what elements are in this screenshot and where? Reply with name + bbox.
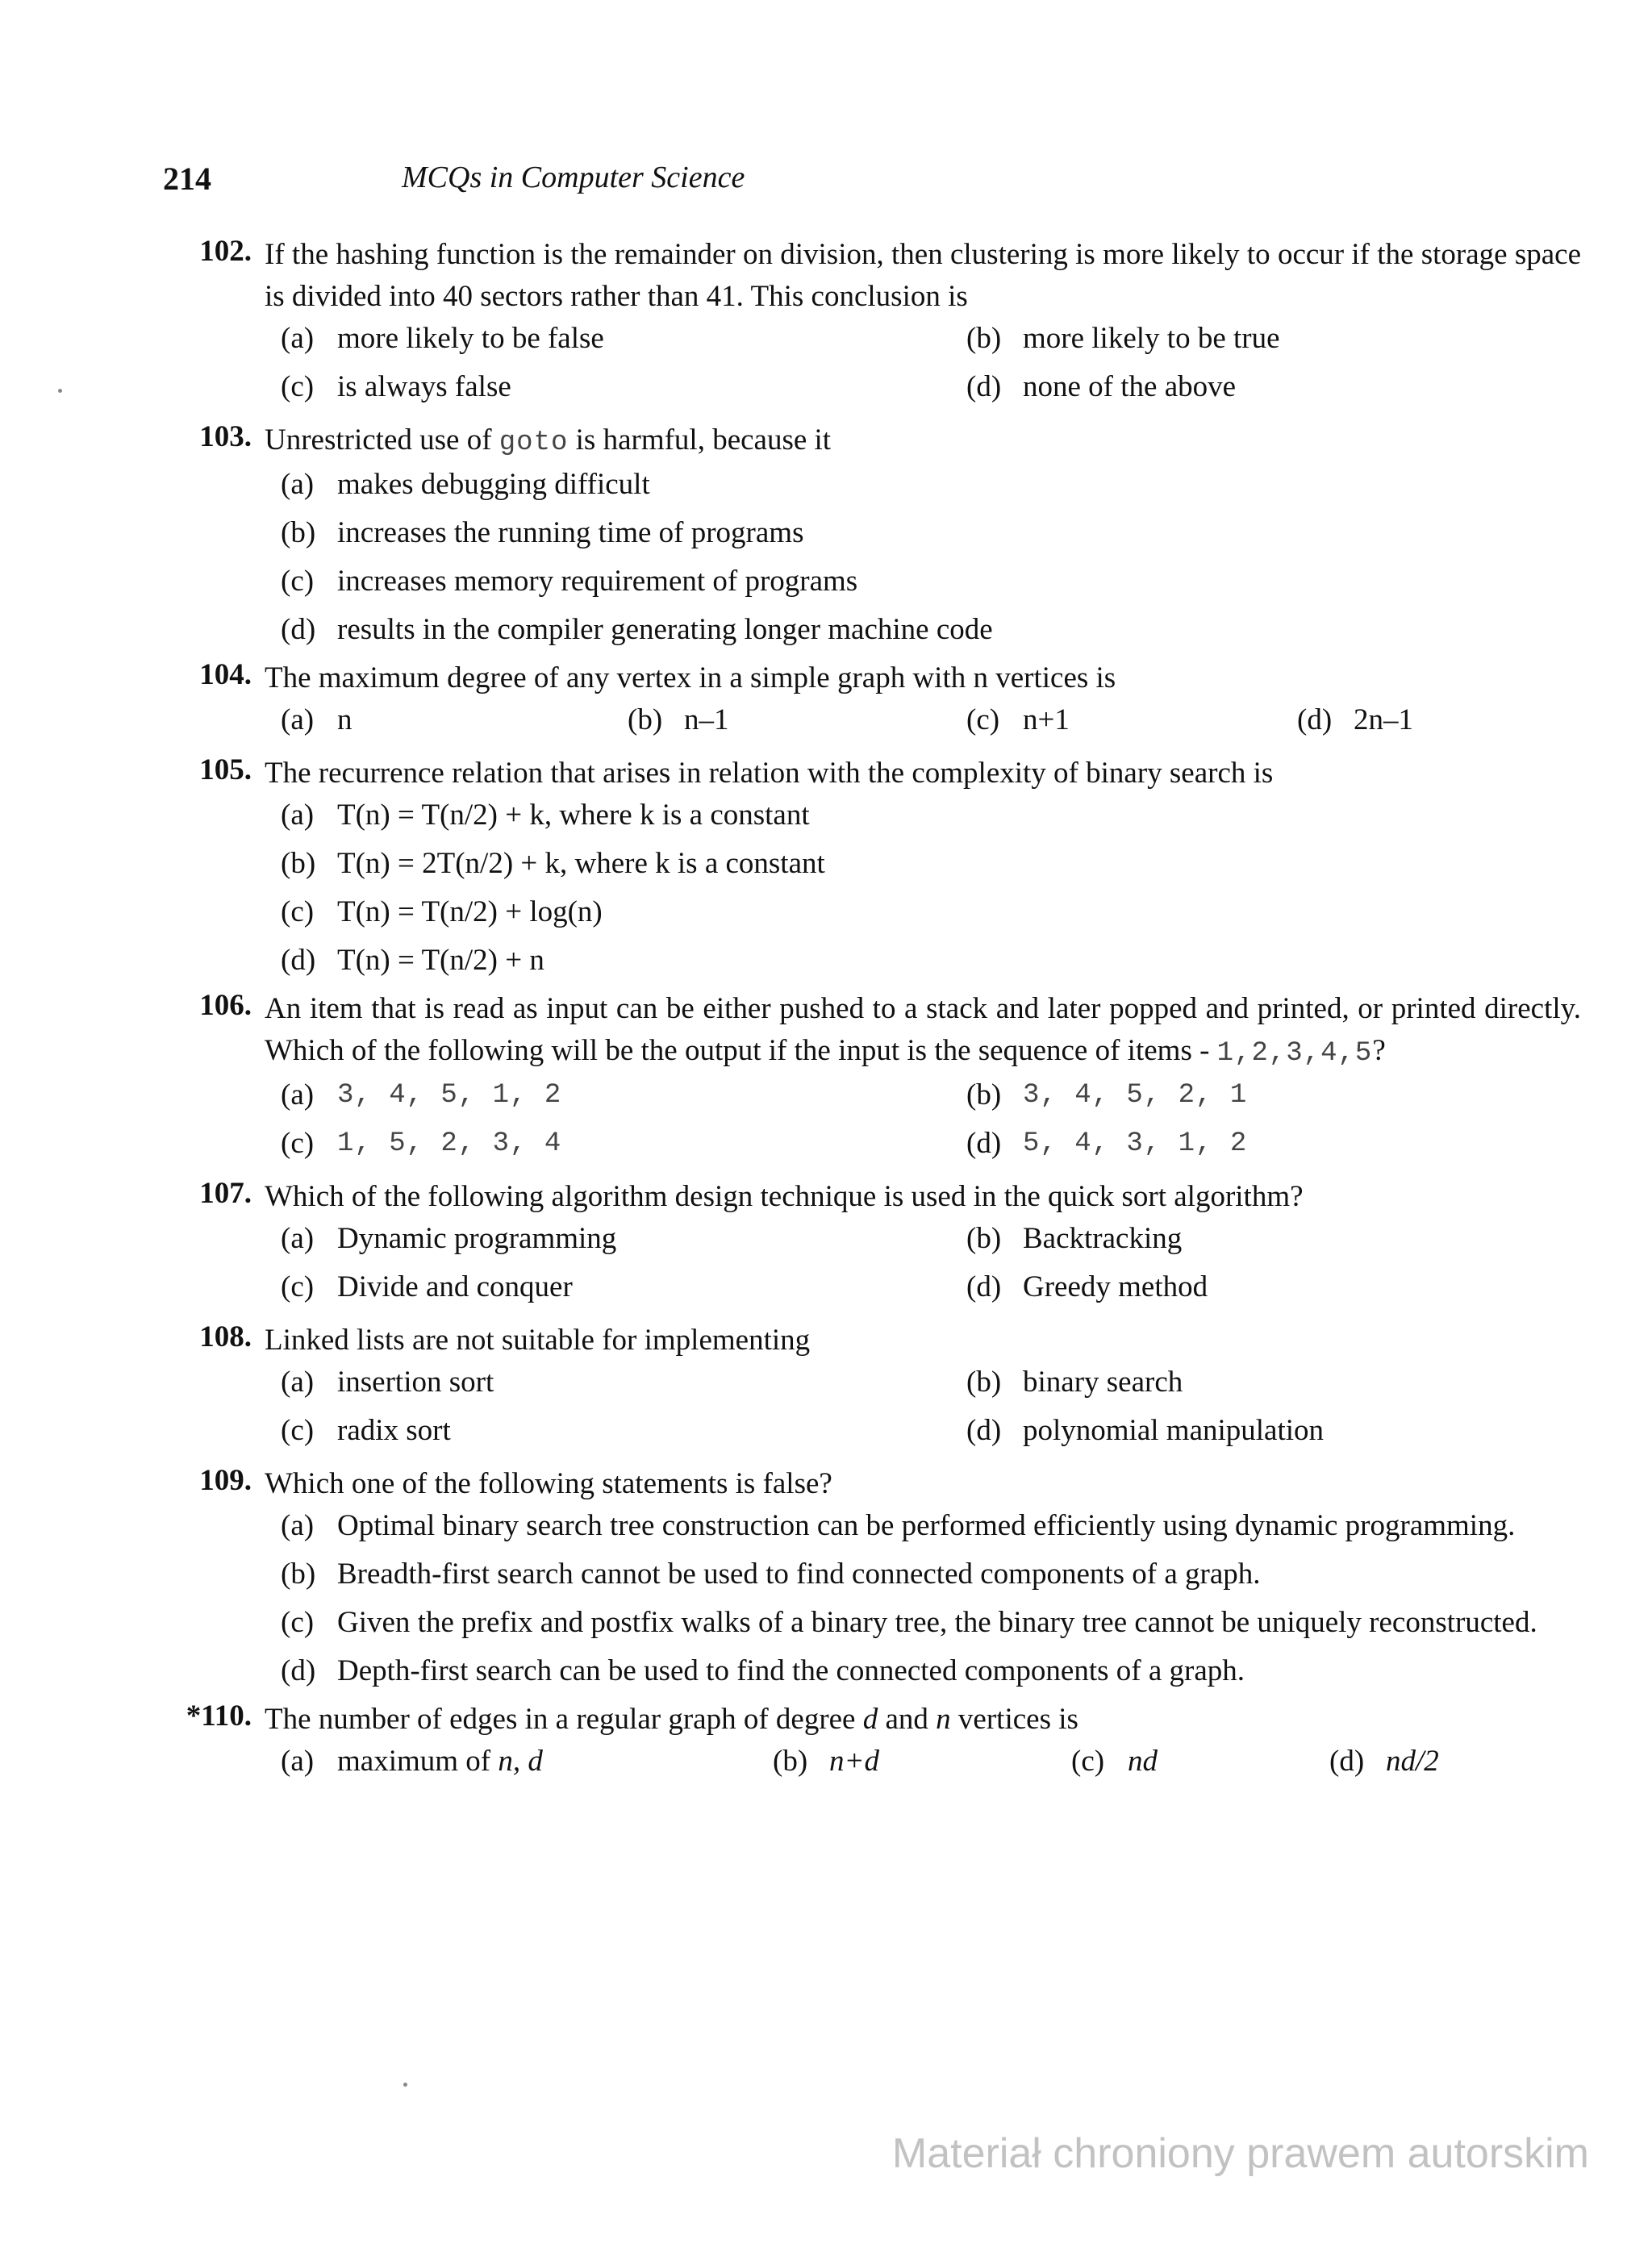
- question-number: 105.: [199, 753, 252, 786]
- option-label: (a): [281, 322, 315, 355]
- option-a: [265, 794, 1581, 836]
- option-label: (b): [628, 703, 663, 736]
- option-text: increases the running time of programs: [337, 516, 804, 549]
- option-label: (a): [281, 799, 315, 832]
- question-102: [177, 234, 1581, 415]
- book-title: MCQs in Computer Science: [402, 161, 745, 194]
- option-text: 3, 4, 5, 2, 1: [1023, 1080, 1248, 1111]
- option-b: [611, 699, 950, 741]
- option-b: [950, 318, 1652, 360]
- option-label: (b): [281, 1558, 316, 1591]
- option-label: (d): [966, 1414, 1002, 1447]
- option-label: (b): [966, 1078, 1002, 1111]
- question-text: [265, 988, 1581, 1074]
- option-text: 3, 4, 5, 1, 2: [337, 1080, 562, 1111]
- question-107: [177, 1176, 1581, 1315]
- question-108: [177, 1320, 1581, 1458]
- question-number: 104.: [199, 658, 252, 691]
- option-b: [950, 1074, 1652, 1116]
- question-number: 102.: [199, 235, 252, 268]
- page-number: 214: [163, 161, 211, 197]
- question-text-part: ?: [1372, 1034, 1386, 1067]
- question-text-part: An item that is read as input can be either pushed to a stack and later popped and printed, or printed directly. Which of the following will be the output if the input is the sequence of items -: [265, 992, 1581, 1067]
- question-text: The recurrence relation that arises in relation with the complexity of binary search is: [265, 757, 1274, 790]
- option-text: n: [337, 703, 353, 736]
- variable: d: [862, 1703, 878, 1736]
- question-110: [177, 1699, 1581, 1789]
- option-text: insertion sort: [337, 1366, 494, 1399]
- option-c: [1055, 1741, 1313, 1783]
- option-d: [1313, 1741, 1652, 1783]
- options: [265, 1741, 1581, 1789]
- option-label: (c): [281, 1270, 315, 1303]
- question-number: 107.: [199, 1177, 252, 1210]
- option-label: (b): [773, 1745, 808, 1778]
- option-label: (a): [281, 1366, 315, 1399]
- option-label: (d): [281, 1654, 316, 1687]
- option-text: Greedy method: [1023, 1270, 1208, 1303]
- option-label: (c): [281, 1414, 315, 1447]
- option-label: (a): [281, 468, 315, 501]
- question-104: [177, 657, 1581, 748]
- option-text: Backtracking: [1023, 1222, 1183, 1255]
- option-label: (b): [966, 1222, 1002, 1255]
- question-list: [177, 234, 1581, 1794]
- option-d: [950, 366, 1652, 408]
- option-text: T(n) = 2T(n/2) + k, where k is a constant: [337, 847, 825, 880]
- option-label: (c): [281, 565, 315, 598]
- question-number: 106.: [199, 989, 252, 1022]
- option-label: (a): [281, 1222, 315, 1255]
- option-label: (d): [1329, 1745, 1365, 1778]
- option-text: more likely to be false: [337, 322, 604, 355]
- question-number: 103.: [199, 420, 252, 453]
- option-label: (c): [281, 1127, 315, 1160]
- option-label: (b): [281, 516, 316, 549]
- option-text: Dynamic programming: [337, 1222, 617, 1255]
- option-b: [950, 1362, 1652, 1403]
- option-text-part: maximum of: [337, 1745, 491, 1778]
- option-label: (c): [281, 895, 315, 928]
- option-text: Optimal binary search tree construction can be performed efficiently using dynamic programming.: [337, 1509, 1516, 1542]
- option-d: [265, 940, 1581, 982]
- option-text: is always false: [337, 370, 511, 403]
- option-label: (a): [281, 1509, 315, 1542]
- options: [265, 1505, 1581, 1692]
- options: [265, 464, 1581, 651]
- option-text: none of the above: [1023, 370, 1237, 403]
- option-d: [950, 1410, 1652, 1452]
- option-text: T(n) = T(n/2) + k, where k is a constant: [337, 799, 810, 832]
- options: [265, 1362, 1581, 1458]
- question-text: Linked lists are not suitable for implementing: [265, 1324, 811, 1357]
- question-text: Which of the following algorithm design technique is used in the quick sort algorithm?: [265, 1180, 1304, 1213]
- option-label: (d): [281, 613, 316, 646]
- option-text: Divide and conquer: [337, 1270, 573, 1303]
- option-d: [950, 1266, 1652, 1308]
- option-c: [265, 561, 1581, 603]
- option-label: (d): [966, 1270, 1002, 1303]
- options: [265, 699, 1581, 748]
- option-label: (d): [966, 370, 1002, 403]
- option-text: [337, 1741, 757, 1783]
- question-number: *110.: [186, 1699, 252, 1733]
- option-label: (a): [281, 1745, 315, 1778]
- question-text: [265, 1699, 1581, 1741]
- option-d: [1281, 699, 1652, 741]
- question-number: 109.: [199, 1464, 252, 1497]
- option-text: 2n–1: [1354, 703, 1413, 736]
- option-b: [265, 1553, 1581, 1595]
- option-b: [265, 843, 1581, 885]
- option-b: [757, 1741, 1055, 1783]
- question-text-part: and: [885, 1703, 928, 1736]
- option-text: increases memory requirement of programs: [337, 565, 858, 598]
- option-c: [265, 366, 950, 408]
- option-text: more likely to be true: [1023, 322, 1280, 355]
- option-a: [265, 1074, 950, 1116]
- option-a: [265, 464, 1581, 506]
- question-105: [177, 753, 1581, 982]
- option-text: binary search: [1023, 1366, 1183, 1399]
- option-text: T(n) = T(n/2) + log(n): [337, 895, 603, 928]
- option-d: [265, 609, 1581, 651]
- option-label: (d): [1297, 703, 1333, 736]
- scan-speck: [403, 2083, 407, 2087]
- option-label: (b): [966, 1366, 1002, 1399]
- option-c: [265, 1266, 950, 1308]
- question-text: [265, 419, 1581, 464]
- option-text: Breadth-first search cannot be used to find connected components of a graph.: [337, 1558, 1261, 1591]
- watermark: Materiał chroniony prawem autorskim: [891, 2130, 1589, 2177]
- question-text: If the hashing function is the remainder on division, then clustering is more likely to occur if the storage space is divided into 40 sectors rather than 41. This conclusion is: [265, 238, 1581, 313]
- option-b: [265, 512, 1581, 554]
- option-text: 1, 5, 2, 3, 4: [337, 1128, 562, 1159]
- code-term: goto: [499, 427, 569, 458]
- scan-speck: [58, 389, 62, 393]
- question-103: [177, 419, 1581, 651]
- option-a: [265, 1362, 950, 1403]
- options: [265, 794, 1581, 982]
- option-text: polynomial manipulation: [1023, 1414, 1325, 1447]
- options: [265, 1218, 1581, 1315]
- question-109: [177, 1463, 1581, 1692]
- option-text: n+d: [829, 1745, 879, 1778]
- option-a: [265, 1218, 950, 1260]
- option-label: (a): [281, 703, 315, 736]
- options: [265, 1074, 1581, 1171]
- option-label: (a): [281, 1078, 315, 1111]
- option-label: (d): [966, 1127, 1002, 1160]
- option-label: (c): [281, 1606, 315, 1639]
- option-c: [265, 1602, 1581, 1644]
- option-text: T(n) = T(n/2) + n: [337, 944, 544, 977]
- option-d: [950, 1123, 1652, 1165]
- option-text: radix sort: [337, 1414, 451, 1447]
- option-a: [265, 318, 950, 360]
- variable: n, d: [498, 1745, 543, 1778]
- option-a: [265, 1741, 757, 1783]
- option-c: [265, 1123, 950, 1165]
- option-text: nd/2: [1386, 1745, 1439, 1778]
- code-term: 1,2,3,4,5: [1216, 1038, 1373, 1069]
- option-text: results in the compiler generating longer machine code: [337, 613, 993, 646]
- option-text: makes debugging difficult: [337, 468, 650, 501]
- option-c: [950, 699, 1281, 741]
- option-label: (c): [281, 370, 315, 403]
- option-text: nd: [1128, 1745, 1158, 1778]
- option-label: (c): [966, 703, 1000, 736]
- option-label: (b): [281, 847, 316, 880]
- option-text: 5, 4, 3, 1, 2: [1023, 1128, 1248, 1159]
- option-label: (c): [1071, 1745, 1105, 1778]
- option-text: n+1: [1023, 703, 1070, 736]
- options: [265, 318, 1581, 415]
- option-c: [265, 1410, 950, 1452]
- question-text: Which one of the following statements is false?: [265, 1467, 832, 1500]
- question-text-part: Unrestricted use of: [265, 423, 492, 457]
- question-106: [177, 988, 1581, 1171]
- question-number: 108.: [199, 1320, 252, 1353]
- question-text-part: is harmful, because it: [575, 423, 832, 457]
- option-text: Given the prefix and postfix walks of a binary tree, the binary tree cannot be uniquely reconstructed.: [337, 1606, 1537, 1639]
- question-text-part: vertices is: [957, 1703, 1078, 1736]
- option-text: Depth-first search can be used to find the connected components of a graph.: [337, 1654, 1245, 1687]
- option-a: [265, 699, 611, 741]
- option-text: n–1: [684, 703, 729, 736]
- option-d: [265, 1650, 1581, 1692]
- option-a: [265, 1505, 1581, 1547]
- option-label: (b): [966, 322, 1002, 355]
- variable: n: [936, 1703, 951, 1736]
- option-label: (d): [281, 944, 316, 977]
- option-c: [265, 891, 1581, 933]
- option-b: [950, 1218, 1652, 1260]
- question-text-part: The number of edges in a regular graph of degree: [265, 1703, 856, 1736]
- question-text: The maximum degree of any vertex in a simple graph with n vertices is: [265, 661, 1116, 694]
